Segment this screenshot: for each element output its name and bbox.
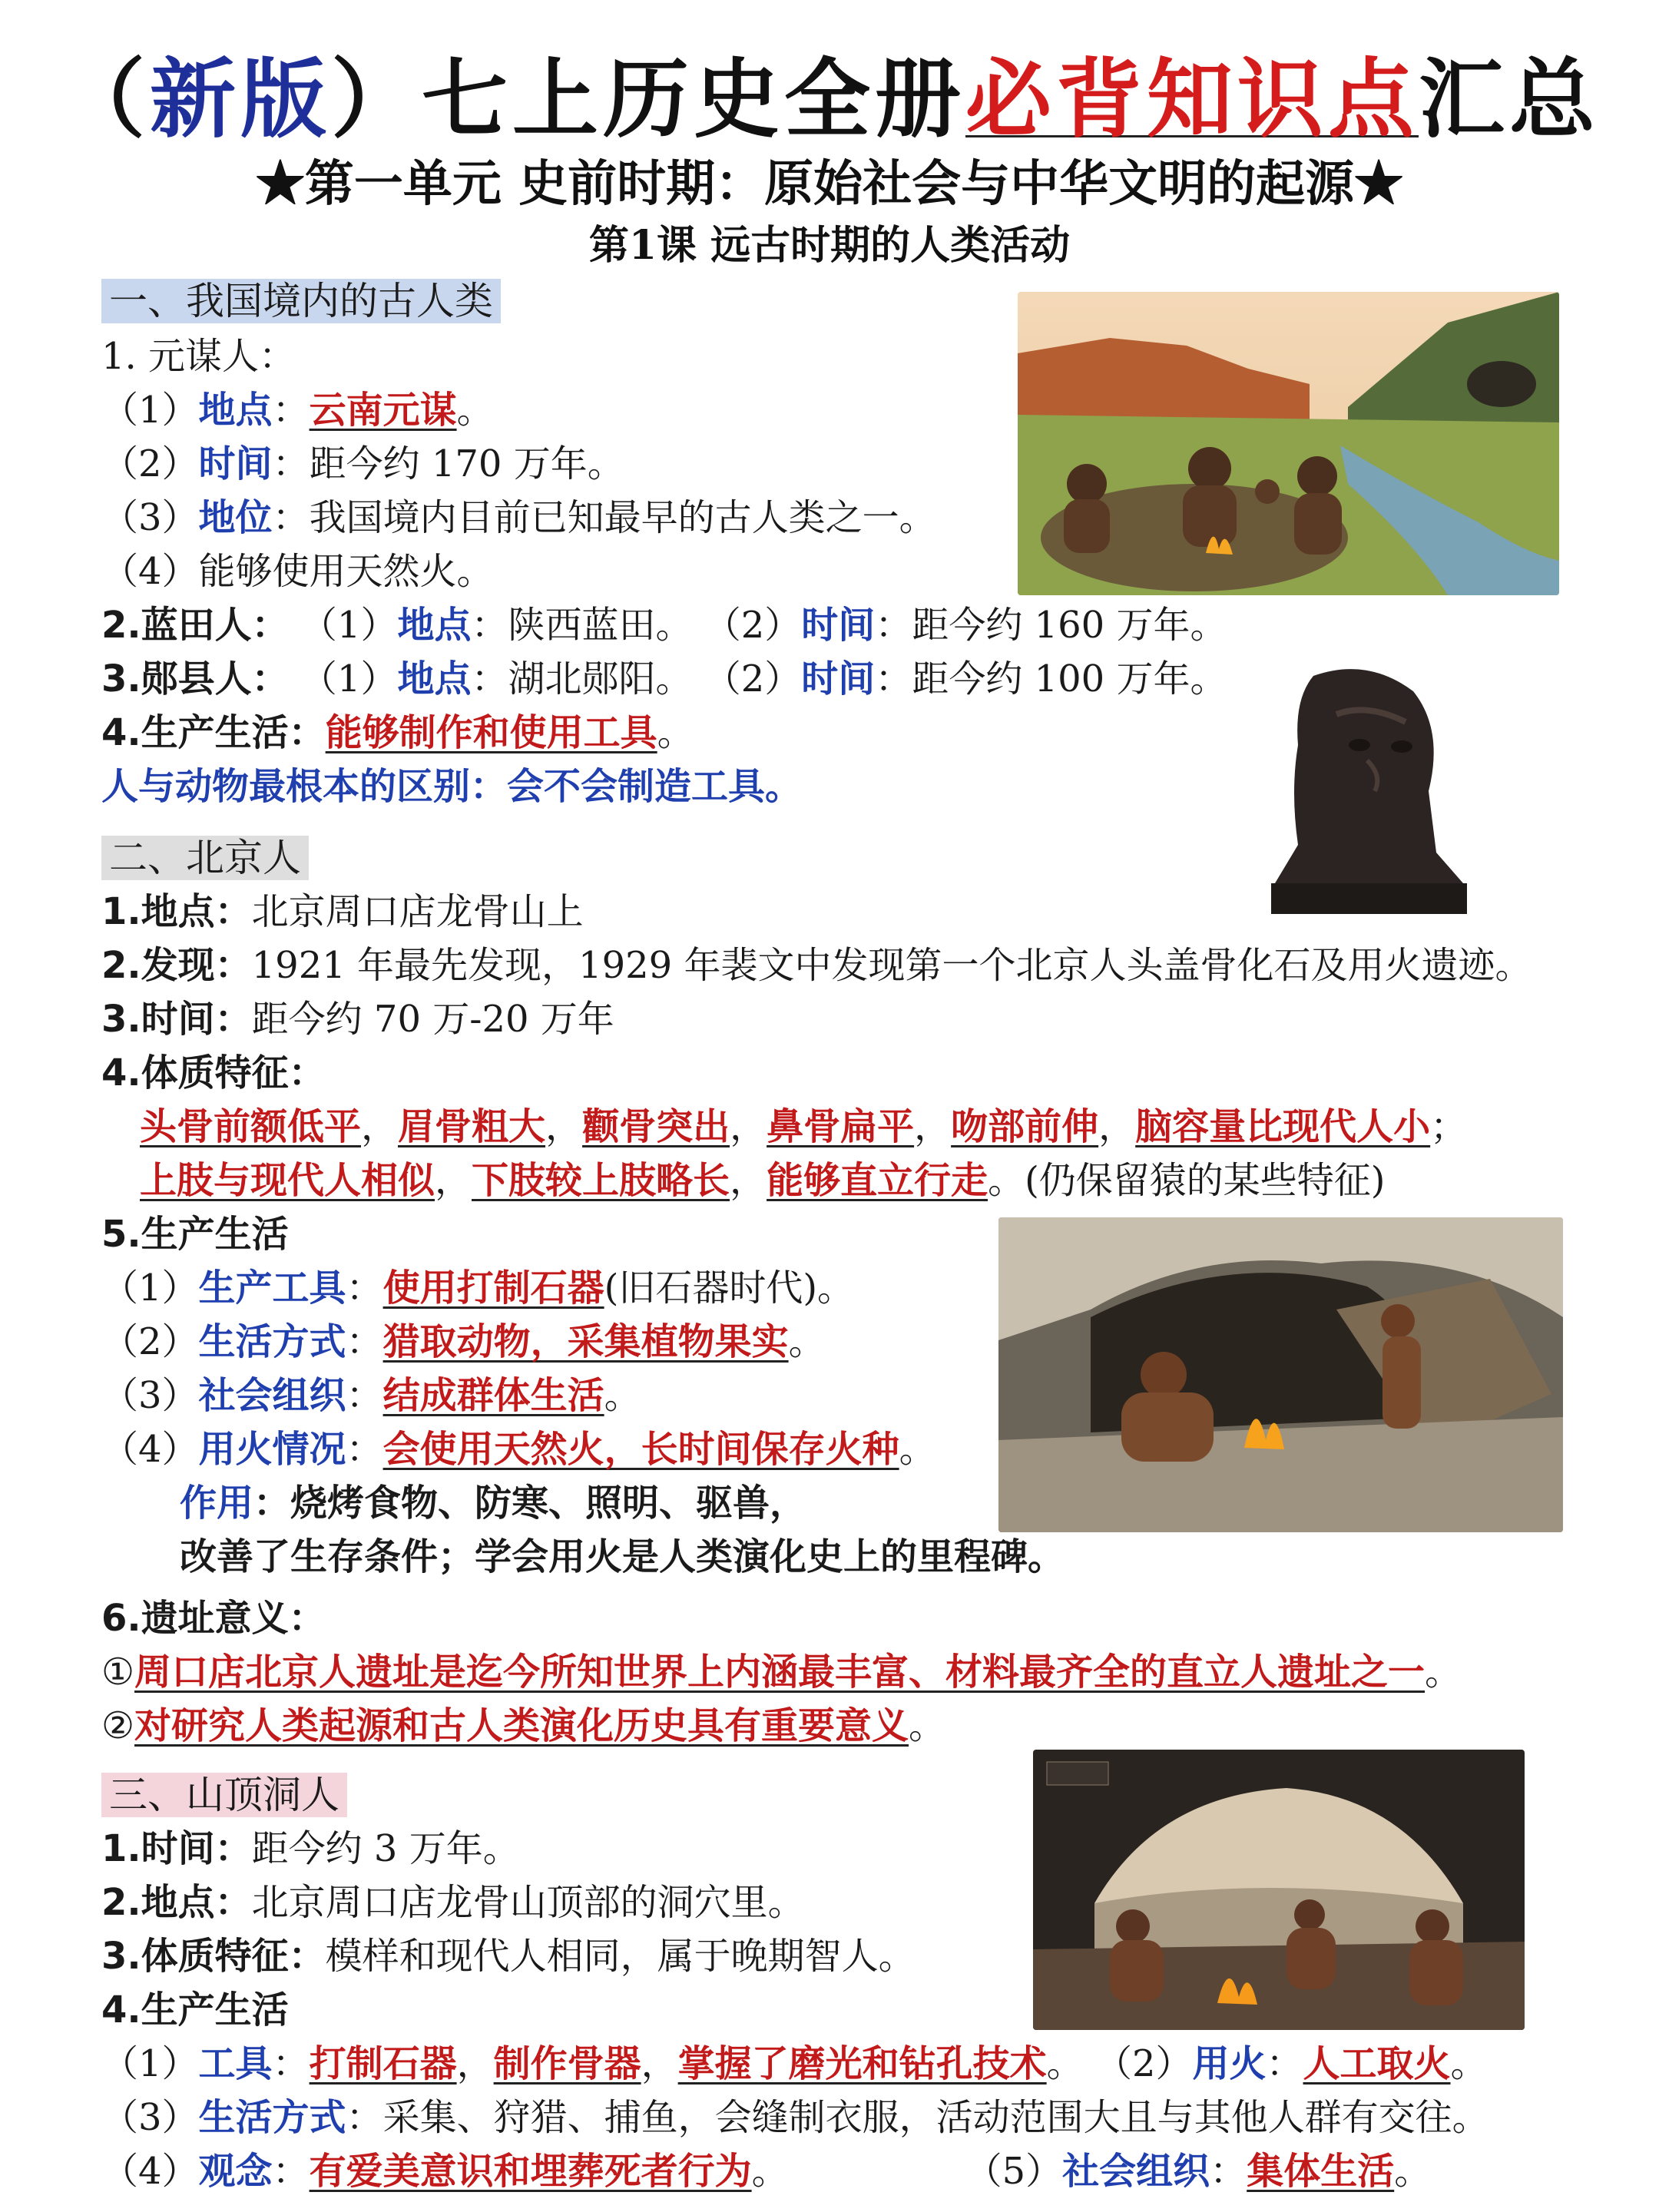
feature-brow: 眉骨粗大 <box>398 1105 546 1148</box>
fire-use-value: ：烧烤食物、防寒、照明、驱兽， <box>253 1482 807 1525</box>
feature-upper-limb: 上肢与现代人相似 <box>140 1159 435 1202</box>
lantian-value-1: ：陕西蓝田。 <box>471 604 693 647</box>
feature-sep: ， <box>545 1105 583 1148</box>
yuanmou-place <box>101 386 494 435</box>
feature-brain: 脑容量比现代人小 <box>1135 1105 1431 1148</box>
upper-cave-tools-key: 工具 <box>198 2042 273 2085</box>
title-end: 汇总 <box>1419 50 1600 150</box>
upper-cave-time-value: 距今约 3 万年。 <box>251 1827 520 1870</box>
upper-cave-way-value: ：采集、狩猎、捕鱼，会缝制衣服，活动范围大且与其他人群有交往。 <box>346 2096 1489 2139</box>
site-2-prefix: ② <box>101 1704 135 1747</box>
peking-body-label: 4.体质特征： <box>101 1051 326 1094</box>
peking-find-value: 1921 年最先发现，1929 年裴文中发现第一个北京人头盖骨化石及用火遗迹。 <box>251 944 1532 987</box>
page-title <box>0 46 1659 154</box>
title-paren-open: （ <box>59 50 150 150</box>
yuanmou-time-value: ：距今约 170 万年。 <box>272 442 624 485</box>
section-3-heading: 三、山顶洞人 <box>101 1773 347 1817</box>
peking-social-key: 社会组织 <box>198 1374 346 1417</box>
peking-place-value: 北京周口店龙骨山上 <box>251 890 584 933</box>
yunxian-prefix-1: （1） <box>300 657 398 700</box>
upper-cave-idea-key: 观念 <box>198 2150 273 2193</box>
peking-lifestyle-value: 猎取动物，采集植物果实 <box>382 1320 789 1363</box>
yunxian-line <box>101 654 1227 704</box>
peking-tools <box>101 1263 854 1313</box>
peking-social <box>101 1371 641 1420</box>
lantian-prefix-1: （1） <box>300 604 398 647</box>
upper-cave-idea-prefix: （4） <box>101 2150 199 2193</box>
cave-fire-photo <box>998 1217 1563 1532</box>
section-2-heading-line <box>101 833 309 883</box>
peking-man-bust-image <box>1252 661 1475 922</box>
yuanmou-fire: （4）能够使用天然火。 <box>101 550 494 593</box>
title-highlight: 必背知识点 <box>965 50 1419 150</box>
peking-social-end: 。 <box>604 1374 641 1417</box>
peking-time-label: 3.时间： <box>101 998 252 1041</box>
yunxian-label: 3.郧县人： <box>101 657 289 700</box>
colon: ： <box>346 1374 383 1417</box>
peking-lifestyle <box>101 1317 826 1366</box>
site-label: 6.遗址意义： <box>101 1597 326 1640</box>
site-meaning-1 <box>101 1647 1462 1697</box>
upper-cave-way-key: 生活方式 <box>198 2096 346 2139</box>
upper-cave-org-key: 社会组织 <box>1062 2150 1210 2193</box>
cave-entrance-photo <box>1033 1750 1525 2030</box>
feature-snout: 吻部前伸 <box>951 1105 1099 1148</box>
upper-cave-body-value: 模样和现代人相同，属于晚期智人。 <box>325 1935 916 1978</box>
feature-lower-limb: 下肢较上肢略长 <box>472 1159 730 1202</box>
peking-fire-prefix: （4） <box>101 1428 199 1471</box>
upper-cave-idea-org <box>101 2147 1431 2196</box>
upper-cave-place-label: 2.地点： <box>101 1881 252 1924</box>
peking-find-label: 2.发现： <box>101 944 252 987</box>
upper-cave-place <box>101 1878 805 1927</box>
upper-cave-way-prefix: （3） <box>101 2096 199 2139</box>
upper-cave-fire-key: 用火 <box>1192 2042 1267 2085</box>
peking-lifestyle-key: 生活方式 <box>198 1320 346 1363</box>
feature-sep: ， <box>730 1159 767 1202</box>
tool-technique: 掌握了磨光和钻孔技术 <box>677 2042 1047 2085</box>
upper-cave-body <box>101 1932 916 1981</box>
feature-nose: 鼻骨扁平 <box>767 1105 915 1148</box>
lantian-key-1: 地点 <box>397 604 472 647</box>
feature-sep: ， <box>914 1105 952 1148</box>
s1-life-line <box>101 708 694 757</box>
yuanmou-time <box>101 439 624 488</box>
upper-cave-idea-value: 有爱美意识和埋葬死者行为 <box>309 2150 752 2193</box>
peking-place-line <box>101 887 584 936</box>
human-animal-difference: 人与动物最根本的区别：会不会制造工具。 <box>101 765 803 808</box>
yuanmou-status-prefix: （3） <box>101 496 199 539</box>
upper-cave-place-value: 北京周口店龙骨山顶部的洞穴里。 <box>251 1881 805 1924</box>
section-2-heading: 二、北京人 <box>101 836 309 880</box>
peking-fire <box>101 1425 936 1474</box>
yuanmou-place-end: 。 <box>456 389 494 432</box>
site-1-end: 。 <box>1425 1651 1462 1694</box>
peking-tools-key: 生产工具 <box>198 1267 346 1310</box>
site-meaning-2 <box>101 1701 945 1750</box>
yuanmou-place-value: 云南元谋 <box>309 389 457 432</box>
colon: ： <box>272 2042 310 2085</box>
colon: ： <box>346 1428 383 1471</box>
site-1-prefix: ① <box>101 1651 135 1694</box>
peking-tools-prefix: （1） <box>101 1267 199 1310</box>
fire-use-line <box>180 1479 806 1528</box>
feature-sep: ， <box>361 1105 399 1148</box>
yuanmou-status-value: ：我国境内目前已知最早的古人类之一。 <box>272 496 936 539</box>
peking-life-label: 5.生产生活 <box>101 1213 289 1256</box>
yunxian-key-2: 时间 <box>801 657 876 700</box>
period: 。 <box>1450 2042 1488 2085</box>
yunxian-prefix-2: （2） <box>704 657 802 700</box>
peking-lifestyle-end: 。 <box>788 1320 826 1363</box>
comma: ， <box>456 2042 494 2085</box>
upper-cave-time-label: 1.时间： <box>101 1827 252 1870</box>
site-1-value: 周口店北京人遗址是迄今所知世界上内涵最丰富、材料最齐全的直立人遗址之一 <box>134 1651 1426 1694</box>
upper-cave-time <box>101 1824 520 1873</box>
colon: ： <box>272 2150 310 2193</box>
peking-lifestyle-prefix: （2） <box>101 1320 199 1363</box>
upper-cave-way <box>101 2093 1489 2142</box>
section-1-heading: 一、我国境内的古人类 <box>101 279 501 323</box>
upper-cave-tools-fire <box>101 2039 1488 2088</box>
peking-fire-key: 用火情况 <box>198 1428 346 1471</box>
fire-use-line-2: 改善了生存条件；学会用火是人类演化史上的里程碑。 <box>180 1535 1065 1578</box>
upper-cave-fire-prefix: （2） <box>1094 2042 1193 2085</box>
feature-forehead: 头骨前额低平 <box>140 1105 362 1148</box>
lesson-heading: 第1课 远古时期的人类活动 <box>588 222 1071 269</box>
colon: ： <box>1266 2042 1303 2085</box>
yuanmou-time-key: 时间 <box>198 442 273 485</box>
lantian-prefix-2: （2） <box>704 604 802 647</box>
unit-heading: ★第一单元 史前时期：原始社会与中华文明的起源★ <box>255 155 1404 213</box>
lantian-value-2: ：距今约 160 万年。 <box>875 604 1227 647</box>
section-1-heading-line <box>101 276 501 326</box>
upper-cave-life-label: 4.生产生活 <box>101 1988 289 2032</box>
tool-stone: 打制石器 <box>309 2042 457 2085</box>
title-new: 新版 <box>150 50 331 150</box>
peking-fire-value: 会使用天然火，长时间保存火种 <box>382 1428 899 1471</box>
period: 。 <box>1046 2042 1084 2085</box>
yunxian-key-1: 地点 <box>397 657 472 700</box>
feature-sep: ， <box>435 1159 472 1202</box>
feature-upright: 能够直立行走 <box>767 1159 988 1202</box>
peking-features-2 <box>140 1156 1386 1205</box>
yuanmou-time-prefix: （2） <box>101 442 199 485</box>
upper-cave-tools-prefix: （1） <box>101 2042 199 2085</box>
yuanmou-label: 1. 元谋人： <box>101 335 296 378</box>
yunxian-value-1: ：湖北郧阳。 <box>471 657 693 700</box>
peking-features-1 <box>140 1102 1467 1151</box>
peking-social-value: 结成群体生活 <box>382 1374 604 1417</box>
upper-cave-fire-value: 人工取火 <box>1303 2042 1451 2085</box>
feature-sep: ， <box>730 1105 767 1148</box>
comma: ， <box>641 2042 678 2085</box>
feature-semicolon: ； <box>1430 1105 1468 1148</box>
site-2-value: 对研究人类起源和古人类演化历史具有重要意义 <box>134 1704 909 1747</box>
yuanmou-place-key: 地点 <box>198 389 273 432</box>
peking-find-line <box>101 941 1532 990</box>
lantian-line <box>101 601 1227 650</box>
upper-cave-org-prefix: （5） <box>965 2150 1063 2193</box>
feature-sep: ， <box>1098 1105 1136 1148</box>
peking-time-line <box>101 995 614 1044</box>
ancient-humans-river-photo <box>1018 292 1559 595</box>
feature-end-note: 。(仍保留猿的某些特征) <box>988 1159 1386 1202</box>
peking-time-value: 距今约 70 万-20 万年 <box>251 998 614 1041</box>
yuanmou-place-prefix: （1） <box>101 389 199 432</box>
period: 。 <box>1394 2150 1432 2193</box>
tool-bone: 制作骨器 <box>493 2042 641 2085</box>
peking-social-prefix: （3） <box>101 1374 199 1417</box>
lantian-key-2: 时间 <box>801 604 876 647</box>
upper-cave-org-value: 集体生活 <box>1247 2150 1395 2193</box>
yuanmou-status <box>101 493 936 542</box>
s1-life-end: 。 <box>657 711 694 754</box>
colon: ： <box>346 1267 383 1310</box>
peking-tools-end: (旧石器时代)。 <box>604 1267 855 1310</box>
period: 。 <box>751 2150 789 2193</box>
peking-fire-end: 。 <box>899 1428 936 1471</box>
feature-cheekbone: 颧骨突出 <box>582 1105 730 1148</box>
colon: ： <box>346 1320 383 1363</box>
peking-place-label: 1.地点： <box>101 890 252 933</box>
yuanmou-status-key: 地位 <box>198 496 273 539</box>
lantian-label: 2.蓝田人： <box>101 604 289 647</box>
s1-life-label: 4.生产生活： <box>101 711 326 754</box>
site-2-end: 。 <box>909 1704 946 1747</box>
upper-cave-body-label: 3.体质特征： <box>101 1935 326 1978</box>
s1-life-value: 能够制作和使用工具 <box>325 711 657 754</box>
fire-use-key: 作用 <box>180 1482 254 1525</box>
title-paren-close: ） <box>331 50 422 150</box>
title-main: 七上历史全册 <box>422 50 965 150</box>
colon: ： <box>1210 2150 1247 2193</box>
yuanmou-place-colon: ： <box>272 389 310 432</box>
section-3-heading-line <box>101 1770 347 1820</box>
yunxian-value-2: ：距今约 100 万年。 <box>875 657 1227 700</box>
peking-tools-value: 使用打制石器 <box>382 1267 604 1310</box>
